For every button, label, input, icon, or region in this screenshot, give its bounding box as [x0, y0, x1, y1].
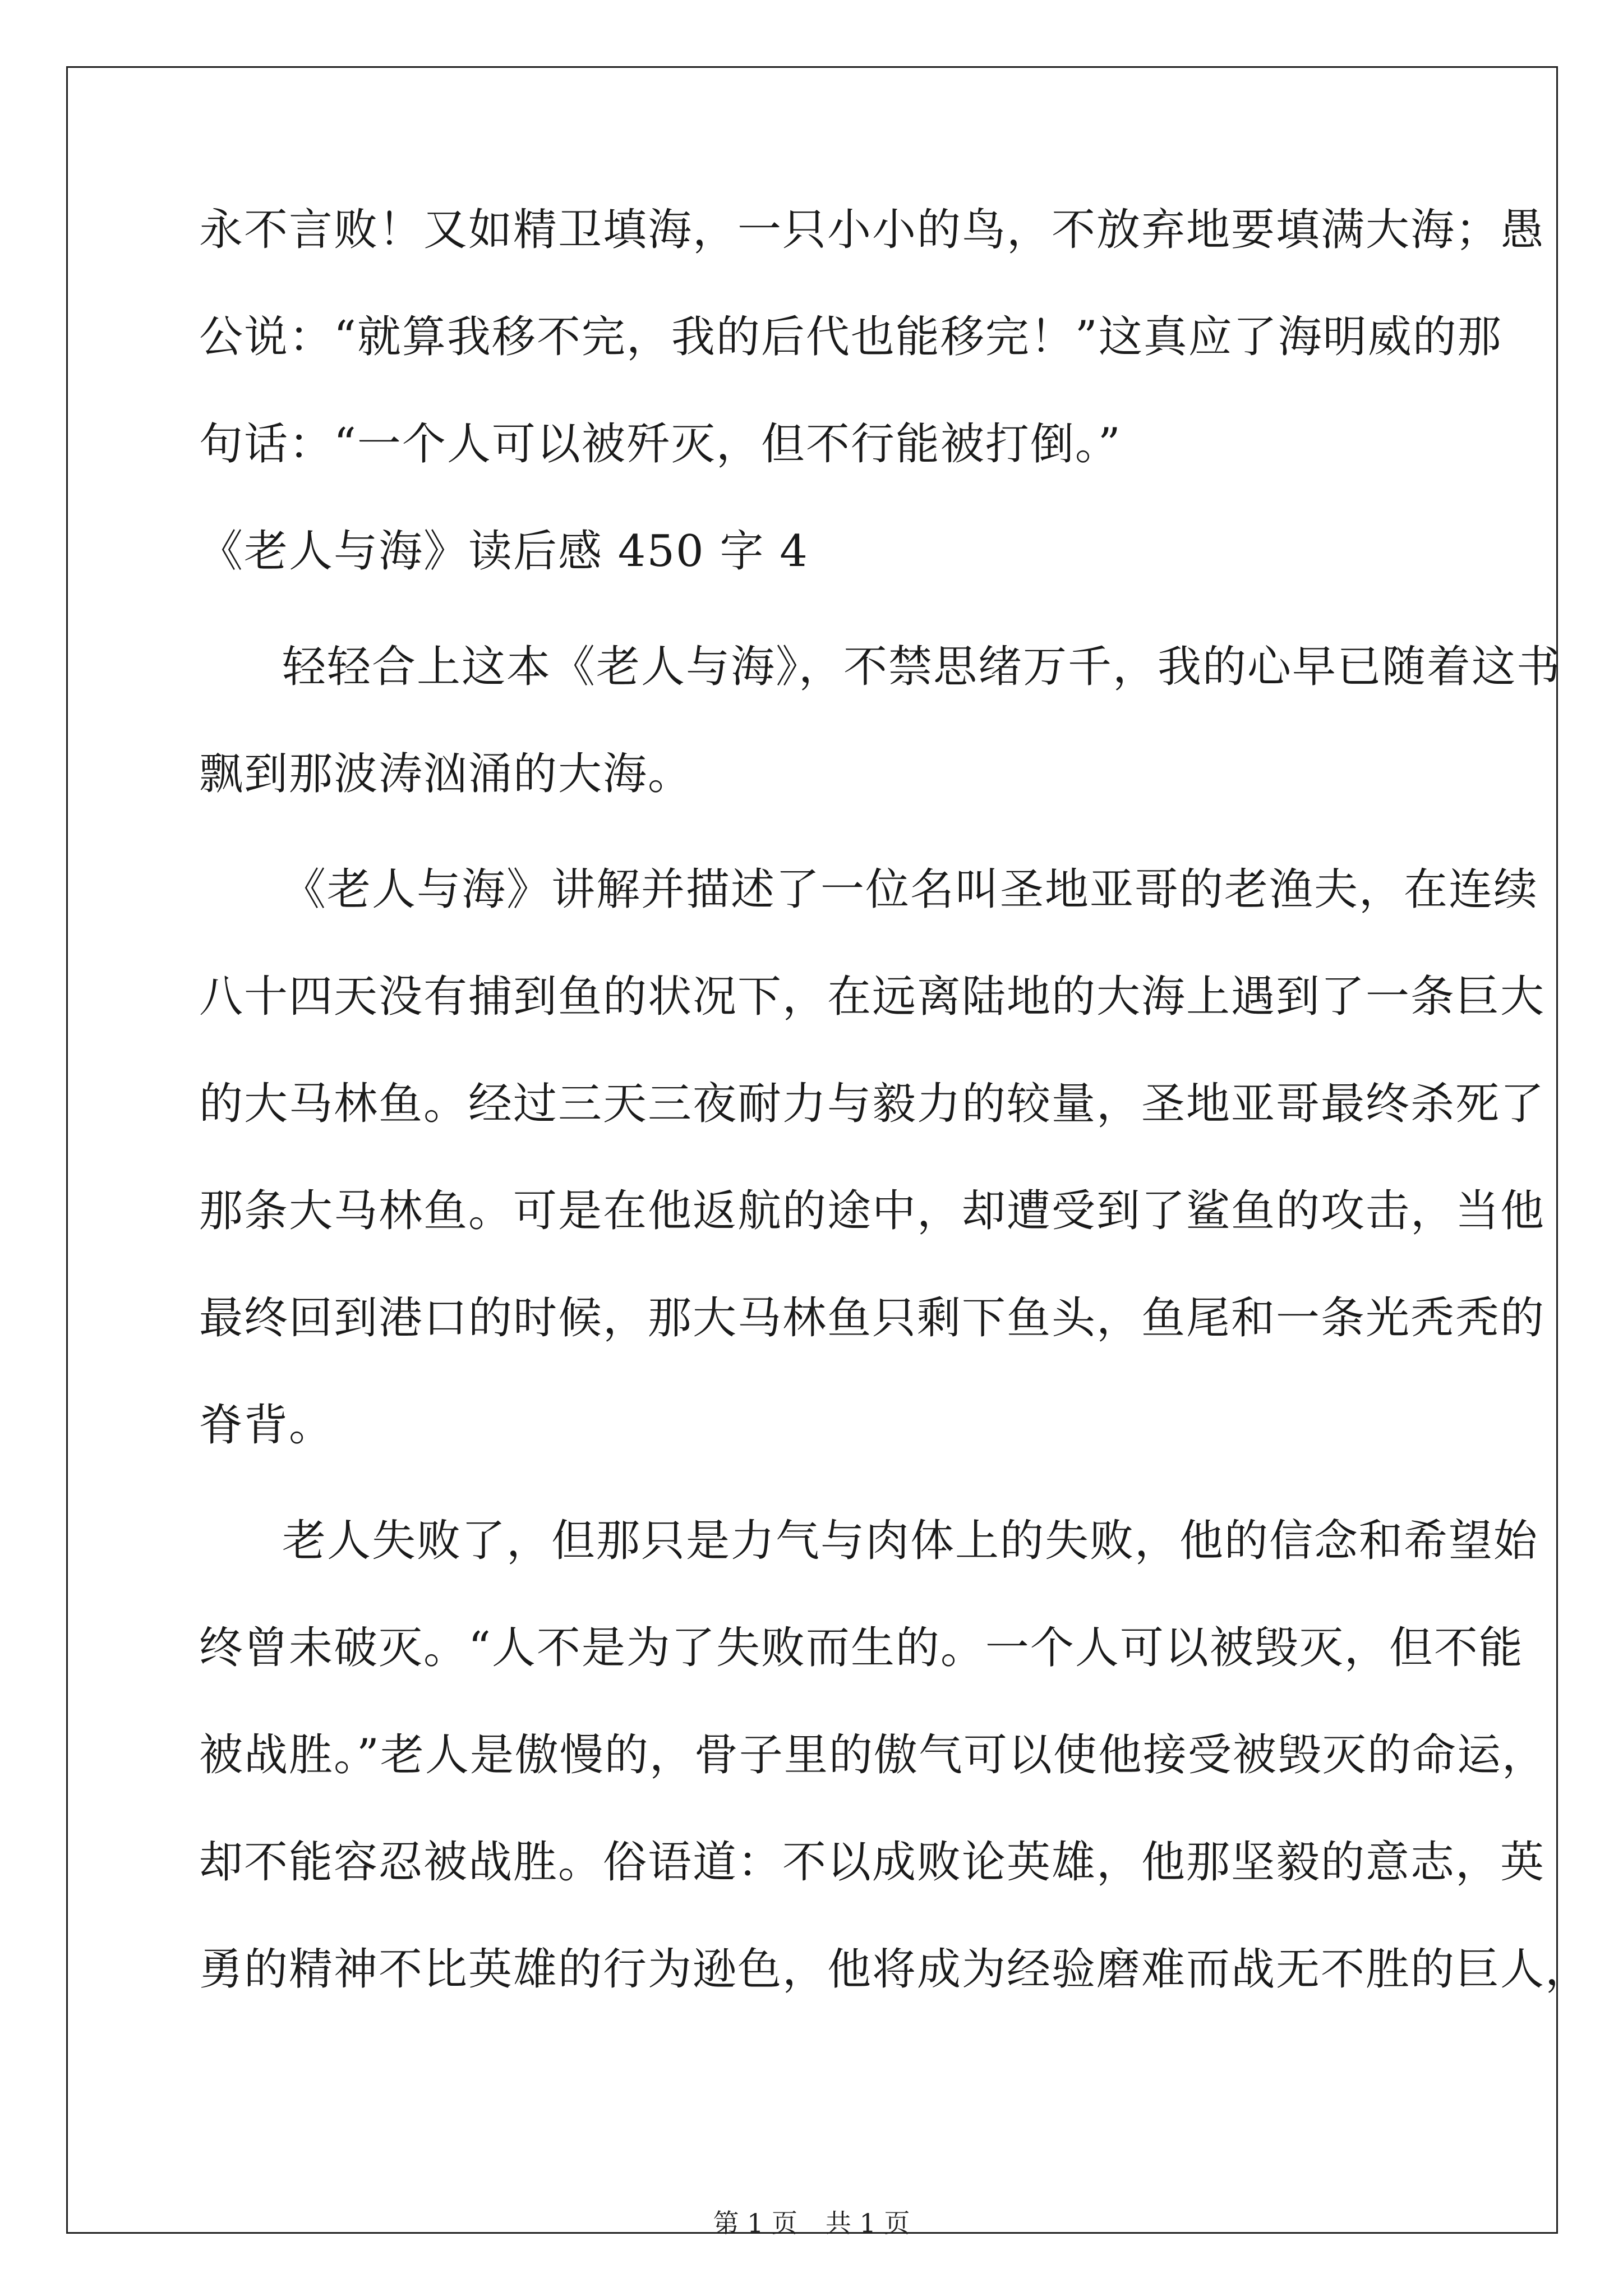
- text-line: 终曾未破灭。“人不是为了失败而生的。一个人可以被毁灭，但不能: [199, 1623, 1524, 1673]
- text-line: 脊背。: [199, 1400, 334, 1451]
- page-total: 共 1 页: [826, 2208, 910, 2238]
- text-line: 句话：“一个人可以被歼灭，但不行能被打倒。”: [199, 419, 1122, 470]
- text-line: 最终回到港口的时候，那大马林鱼只剩下鱼头，鱼尾和一条光秃秃的: [199, 1293, 1546, 1343]
- text-line: 勇的精神不比英雄的行为逊色，他将成为经验磨难而战无不胜的巨人，: [199, 1944, 1590, 1995]
- page-footer: [0, 2207, 1623, 2239]
- text-line: 却不能容忍被战胜。俗语道：不以成败论英雄，他那坚毅的意志，英: [199, 1837, 1546, 1888]
- paragraph-first-line: 轻轻合上这本《老人与海》，不禁思绪万千，我的心早已随着这书: [282, 642, 1562, 692]
- page-number: 第 1 页: [713, 2208, 797, 2238]
- text-line: 永不言败！又如精卫填海，一只小小的鸟，不放弃地要填满大海；愚: [199, 205, 1546, 255]
- paragraph-first-line: 《老人与海》讲解并描述了一位名叫圣地亚哥的老渔夫，在连续: [282, 864, 1539, 915]
- text-line: 那条大马林鱼。可是在他返航的途中，却遭受到了鲨鱼的攻击，当他: [199, 1186, 1546, 1236]
- text-line: 的大马林鱼。经过三天三夜耐力与毅力的较量，圣地亚哥最终杀死了: [199, 1079, 1546, 1129]
- text-line: 公说：“就算我移不完，我的后代也能移完！”这真应了海明威的那: [199, 312, 1502, 362]
- paragraph-first-line: 老人失败了，但那只是力气与肉体上的失败，他的信念和希望始: [282, 1516, 1539, 1566]
- document-body: [199, 205, 1590, 1995]
- text-line: 飘到那波涛汹涌的大海。: [199, 749, 693, 799]
- text-line: 八十四天没有捕到鱼的状况下，在远离陆地的大海上遇到了一条巨大: [199, 972, 1546, 1022]
- text-line: 被战胜。”老人是傲慢的，骨子里的傲气可以使他接受被毁灭的命运，: [199, 1730, 1547, 1780]
- section-heading: 《老人与海》读后感 450 字 4: [199, 526, 809, 577]
